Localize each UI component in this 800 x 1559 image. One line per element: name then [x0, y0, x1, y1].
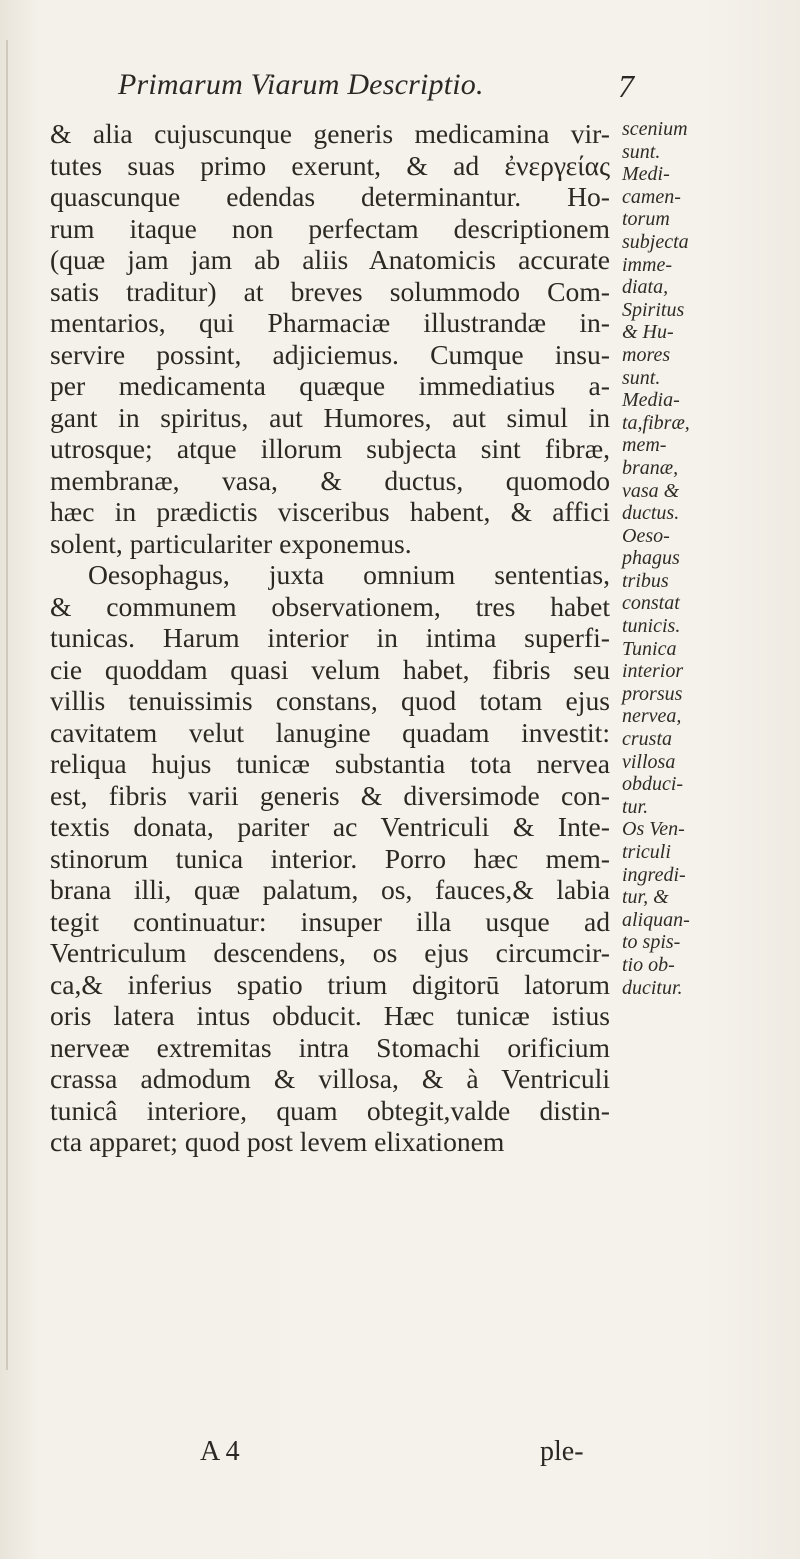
text-line: crassa admodum & villosa, & à Ventriculi [50, 1063, 610, 1094]
text-line: tunicas. Harum interior in intima superfi- [50, 622, 610, 653]
margin-note-line: vasa & [622, 479, 680, 502]
text-line: quascunque edendas determinantur. Ho- [50, 181, 610, 212]
running-title: Primarum Viarum Descriptio. [118, 68, 484, 101]
text-line: stinorum tunica interior. Porro hæc mem- [50, 842, 610, 874]
marginal-notes [622, 118, 772, 999]
text-line: rum itaque non perfectam descriptionem [50, 212, 610, 244]
margin-note-line: tribus [622, 569, 669, 592]
text-line: gant in spiritus, aut Humores, aut simul in [50, 401, 610, 433]
margin-note-line: ingredi- [622, 863, 686, 886]
margin-note-line: tio ob- [622, 953, 675, 976]
text-line: tunicâ interiore, quam obtegit,valde distin- [50, 1094, 610, 1126]
catchword: ple- [540, 1436, 584, 1467]
text-line: oris latera intus obducit. Hæc tunicæ istius [50, 1000, 610, 1031]
margin-note-line: Os Ven- [622, 818, 685, 841]
margin-note-line: mem- [622, 434, 667, 457]
margin-note-line: tur. [622, 795, 649, 818]
margin-note-line: ta,fibræ, [622, 411, 690, 434]
signature-mark: A 4 [200, 1436, 240, 1467]
text-line: ca,& inferius spatio trium digitorū latorum [50, 968, 610, 1000]
margin-note-line: aliquan- [622, 908, 690, 931]
margin-note-line: Medi- [622, 163, 670, 186]
text-line: brana illi, quæ palatum, os, fauces,& labia [50, 874, 610, 905]
page-gutter-edge [6, 40, 8, 1370]
margin-note-line: Oeso- [622, 524, 670, 547]
page-number: 7 [618, 68, 634, 104]
margin-note-line: imme- [622, 253, 672, 276]
margin-note-line: & Hu- [622, 321, 674, 344]
margin-note-line: tur, & [622, 886, 669, 909]
margin-note-line: diata, [622, 276, 669, 299]
margin-note-line: Media- [622, 389, 680, 412]
main-text-block [50, 118, 610, 1158]
text-line: solent, particulariter exponemus. [50, 527, 412, 559]
margin-note-line: nervea, [622, 705, 682, 728]
margin-note-line: triculi [622, 841, 671, 863]
text-line: tutes suas primo exerunt, & ad ἐνεργείας [50, 149, 610, 181]
text-line: textis donata, pariter ac Ventriculi & Inte- [50, 811, 610, 842]
text-line: Ventriculum descendens, os ejus circumcir- [50, 937, 610, 968]
text-line: villis tenuissimis constans, quod totam ejus [50, 685, 610, 716]
text-line: hæc in prædictis visceribus habent, & affici [50, 496, 610, 527]
margin-note-line: tunicis. [622, 615, 681, 638]
text-line: cie quoddam quasi velum habet, fibris seu [50, 653, 610, 685]
text-line: servire possint, adjiciemus. Cumque insu- [50, 338, 610, 370]
margin-note-line: branæ, [622, 456, 679, 479]
margin-note-line: sunt. [622, 366, 661, 389]
text-line: cta apparet; quod post levem elixationem [50, 1126, 505, 1157]
text-line: per medicamenta quæque immediatius a- [50, 370, 610, 401]
text-line: Oesophagus, juxta omnium sententias, [88, 559, 610, 590]
margin-note-line: Tunica [622, 637, 677, 660]
page-header [118, 68, 658, 112]
margin-note-line: camen- [622, 185, 681, 208]
margin-note-line: Spiritus [622, 298, 685, 321]
text-line: satis traditur) at breves solummodo Com- [50, 275, 610, 307]
margin-note-line: subjecta [622, 230, 689, 253]
text-line: tegit continuatur: insuper illa usque ad [50, 905, 610, 937]
text-line: est, fibris varii generis & diversimode con- [50, 779, 610, 811]
margin-note-line: villosa [622, 750, 676, 773]
text-line: nerveæ extremitas intra Stomachi orificium [50, 1031, 610, 1063]
text-line: & alia cujuscunque generis medicamina vir- [50, 118, 610, 149]
text-line: reliqua hujus tunicæ substantia tota nervea [50, 748, 610, 779]
text-line: cavitatem velut lanugine quadam investit: [50, 716, 610, 748]
text-line: & communem observationem, tres habet [50, 590, 610, 622]
margin-note-line: ducitur. [622, 976, 683, 999]
margin-note-line: mores [622, 343, 671, 366]
text-line: mentarios, qui Pharmaciæ illustrandæ in- [50, 307, 610, 338]
page-footer [200, 1436, 620, 1476]
margin-note-line: interior [622, 660, 684, 683]
margin-note-line: to spis- [622, 931, 681, 954]
margin-note-line: torum [622, 208, 670, 231]
margin-note-line: prorsus [622, 682, 683, 705]
text-line: utrosque; atque illorum subjecta sint fibræ, [50, 433, 610, 464]
margin-note-line: sunt. [622, 140, 661, 163]
margin-note-line: obduci- [622, 773, 684, 796]
text-line: (quæ jam jam ab aliis Anatomicis accurate [50, 244, 610, 275]
margin-note-line: scenium [622, 118, 688, 140]
text-line: membranæ, vasa, & ductus, quomodo [50, 464, 610, 496]
margin-note-line: phagus [622, 547, 680, 570]
margin-note-line: crusta [622, 728, 672, 751]
margin-note-line: ductus. [622, 502, 680, 525]
margin-note-line: constat [622, 592, 680, 615]
